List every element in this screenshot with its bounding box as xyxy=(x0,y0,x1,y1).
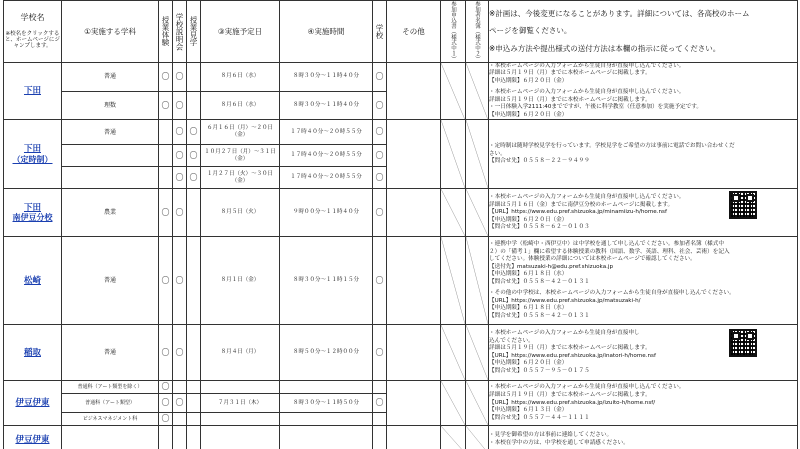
explain-cell: 〇 xyxy=(173,167,187,189)
observe-cell xyxy=(187,91,201,119)
diagonal-line xyxy=(441,189,465,236)
form1-cell xyxy=(441,426,466,449)
info-line: ・本校在学中の方は、中学校を通して申請感ください。 xyxy=(489,439,629,446)
school-link[interactable]: 伊豆伊東 xyxy=(15,434,50,445)
header-observe: 授業見学 xyxy=(187,1,201,63)
form1-cell xyxy=(441,189,466,237)
info-line: 詳細は５月１９日（月）までに本校ホームページに掲載します。 xyxy=(489,392,651,398)
header-remarks: ※計画は、今後変更になることがあります。詳細については、各高校のホーム ページを御覧ください。 ※申込み方法や提出様式の送付方法は本欄の指示に従ってください。 xyxy=(489,1,798,63)
other-cell xyxy=(387,381,441,426)
trial-cell: 〇 xyxy=(159,394,173,413)
header-time: ④実施時間 xyxy=(280,1,373,63)
date-cell: １０月２７日（月）～３１日（金） xyxy=(201,145,280,167)
other-cell xyxy=(387,426,441,449)
diagonal-line xyxy=(466,325,488,380)
diagonal-line xyxy=(441,237,465,324)
date-cell: ８月１日（金） xyxy=(201,237,280,325)
observe-cell xyxy=(187,413,201,426)
info-line: 詳細は５月１６日（金）までに南伊豆分校のホームページに掲載します。 xyxy=(489,201,674,208)
school-link[interactable]: 下田 南伊豆分校 xyxy=(12,202,53,223)
school-col-cell xyxy=(373,426,387,449)
other-cell xyxy=(387,62,441,120)
school-col-cell: 〇 xyxy=(373,167,387,189)
info-line: ・一日体験入学2111:40までですが、午後に科学教室（任意参加）を実施予定です。 xyxy=(489,104,702,111)
info-line: 込んでください。 xyxy=(489,337,534,344)
date-cell: ８月６日（水） xyxy=(201,62,280,91)
school-name-cell[interactable] xyxy=(4,325,62,381)
info-line: 【申込期限】６月１８日（水） xyxy=(489,305,568,312)
header-row xyxy=(4,1,798,63)
info-line: ・定時制は随時学校見学を行っています。学校見学をご希望の方は事前に電話でお問い合わせくだ xyxy=(489,143,735,149)
time-cell: １７時４０分～２０時５５分 xyxy=(280,145,373,167)
info-cell xyxy=(489,237,798,325)
diagonal-line xyxy=(441,381,465,425)
time-cell: ９時００分～１１時４０分 xyxy=(280,189,373,237)
time-cell: ８時３０分～１１時４０分 xyxy=(280,62,373,91)
subject-cell xyxy=(62,426,159,449)
subject-cell: 農業 xyxy=(62,189,159,237)
diagonal-line xyxy=(466,237,488,324)
table-row xyxy=(4,62,798,91)
explain-cell: 〇 xyxy=(173,62,187,91)
header-other: その他 xyxy=(387,1,441,63)
date-cell: ７月３１日（木） xyxy=(201,394,280,413)
table-row xyxy=(4,237,798,325)
info-line: 【問合せ先】０５５７－９５－０１７５ xyxy=(489,367,590,374)
other-cell xyxy=(387,237,441,325)
explain-cell: 〇 xyxy=(173,325,187,381)
form2-cell xyxy=(466,237,489,325)
info-line: 【URL】https://www.edu.pref.shizuoka.jp/izuito-h/home.nsf/ xyxy=(489,399,656,406)
info-line: ・本校ホームページの入力フォームから生徒自身が直接申し込んでください。 xyxy=(489,62,685,69)
time-cell: １７時４０分～２０時５５分 xyxy=(280,120,373,145)
school-link[interactable]: 松崎 xyxy=(23,275,41,286)
info-line: 【URL】https://www.edu.pref.shizuoka.jp/inatori-h/home.nsf xyxy=(489,352,656,359)
explain-cell: 〇 xyxy=(173,91,187,119)
header-date: ③実施予定日 xyxy=(201,1,280,63)
form1-cell xyxy=(441,120,466,189)
info-line: 【問合せ先】０５５８－２２－９４９９ xyxy=(489,158,590,165)
header-school-col: 学校 xyxy=(373,1,387,63)
table-row xyxy=(4,189,798,237)
info-line: 詳細は５月１９日（月）までに本校ホームページに掲載します。 xyxy=(489,96,651,103)
observe-cell xyxy=(187,381,201,394)
subject-cell: 理数 xyxy=(62,91,159,119)
qr-code-icon xyxy=(729,191,757,219)
diagonal-line xyxy=(466,381,488,425)
observe-cell xyxy=(187,237,201,325)
info-line: 【問合せ先】０５５７－４４－１１１１ xyxy=(489,414,590,421)
header-form2: 参加者名簿（様式中２） xyxy=(466,1,489,63)
info-line: 【URL】https://www.edu.pref.shizuoka.jp/matsuzaki-h/ xyxy=(489,297,641,304)
explain-cell xyxy=(173,413,187,426)
explain-cell: 〇 xyxy=(173,120,187,145)
school-col-cell: 〇 xyxy=(373,189,387,237)
school-col-cell: 〇 xyxy=(373,120,387,145)
time-cell: ８時３０分～１１時１５分 xyxy=(280,237,373,325)
info-line: ・本校ホームページの入力フォームから生徒自身が直接申し込んでください。 xyxy=(489,384,685,391)
explain-cell: 〇 xyxy=(173,145,187,167)
school-visit-table xyxy=(3,0,798,449)
diagonal-line xyxy=(466,426,488,449)
trial-cell: 〇 xyxy=(159,413,173,426)
header-trial: 授業体験 xyxy=(159,1,173,63)
explain-cell xyxy=(173,426,187,449)
observe-cell xyxy=(187,189,201,237)
info-cell xyxy=(489,120,798,189)
observe-cell xyxy=(187,62,201,91)
info-line: 詳細は５月１９日（月）までに本校ホームページに掲載します。 xyxy=(489,345,651,352)
trial-cell: 〇 xyxy=(159,91,173,119)
diagonal-line xyxy=(441,325,465,380)
subject-cell: 普通 xyxy=(62,62,159,91)
table-row xyxy=(4,426,798,449)
school-col-cell: 〇 xyxy=(373,325,387,381)
school-link[interactable]: 伊豆伊東 xyxy=(15,398,50,409)
subject-cell: 普通科（アート類型を除く） xyxy=(62,381,159,394)
info-line: 【送付先】matsuzaki-h@edu.pref.shizuoka.jp xyxy=(489,263,614,270)
subject-cell: ビジネスマネジメント科 xyxy=(62,413,159,426)
observe-cell xyxy=(187,394,201,413)
form2-cell xyxy=(466,325,489,381)
diagonal-line xyxy=(441,63,465,120)
trial-cell: 〇 xyxy=(159,237,173,325)
school-col-cell: 〇 xyxy=(373,91,387,119)
observe-cell: 〇 xyxy=(187,167,201,189)
subject-cell: 普通 xyxy=(62,120,159,145)
trial-cell xyxy=(159,426,173,449)
form1-cell xyxy=(441,62,466,120)
trial-cell xyxy=(159,145,173,167)
trial-cell xyxy=(159,167,173,189)
info-line: 【申込期限】６月２０日（金） xyxy=(489,111,568,118)
date-cell xyxy=(201,381,280,394)
explain-cell: 〇 xyxy=(173,189,187,237)
subject-cell: 普通 xyxy=(62,237,159,325)
subject-cell xyxy=(62,145,159,167)
school-col-cell xyxy=(373,413,387,426)
info-cell xyxy=(489,62,798,120)
info-cell xyxy=(489,426,798,449)
header-form1: 参加申込書（様式中１） xyxy=(441,1,466,63)
info-line: 【申込期限】６月１８日（水） xyxy=(489,271,568,278)
observe-cell xyxy=(187,426,201,449)
time-cell xyxy=(280,381,373,394)
info-line: 【申込期限】６月１３日（金） xyxy=(489,407,568,414)
school-name-cell[interactable] xyxy=(4,237,62,325)
date-cell: １月２７日（火）～３０日（金） xyxy=(201,167,280,189)
time-cell: ８時３０分～１１時５０分 xyxy=(280,394,373,413)
qr-code-icon xyxy=(729,329,757,357)
info-cell xyxy=(489,189,798,237)
date-cell: ６月１６日（月）～２０日（金） xyxy=(201,120,280,145)
trial-cell: 〇 xyxy=(159,62,173,91)
info-line: 【申込期限】６月２０日（金） xyxy=(489,360,568,367)
trial-cell: 〇 xyxy=(159,189,173,237)
info-line: ・その他の中学校は、本校ホームページの入力フォームから生徒自身が直接申し込んでください。 xyxy=(489,290,735,297)
other-cell xyxy=(387,189,441,237)
info-line: ２）の「備考１」欄に希望する体験授業の教科（国語、数学、英語、理科、社会、芸術）を記入 xyxy=(489,248,730,255)
date-cell: ８月６日（水） xyxy=(201,91,280,119)
header-explain: 学校説明会 xyxy=(173,1,187,63)
school-name-cell[interactable] xyxy=(4,120,62,189)
school-name-cell[interactable] xyxy=(4,426,62,449)
diagonal-line xyxy=(466,189,488,236)
trial-cell xyxy=(159,120,173,145)
info-line: ・本校ホームページの入力フォームから生徒自身が直接申し込んでください。 xyxy=(489,193,685,200)
diagonal-line xyxy=(466,120,488,188)
form2-cell xyxy=(466,120,489,189)
other-cell xyxy=(387,325,441,381)
explain-cell xyxy=(173,381,187,394)
school-col-cell: 〇 xyxy=(373,394,387,413)
time-cell: ８時３０分～１１時４０分 xyxy=(280,91,373,119)
time-cell: ８時５０分～１２時００分 xyxy=(280,325,373,381)
info-line: してください。体験授業の詳細については本校ホームページで確認してください。 xyxy=(489,256,696,263)
header-school-name: 学校名 ※校名をクリックすると、ホームページにジャンプします。 xyxy=(4,1,62,63)
table-row xyxy=(4,381,798,394)
info-line: 【問合せ先】０５５８－４２－０１３１ xyxy=(489,313,590,320)
observe-cell: 〇 xyxy=(187,120,201,145)
info-line: ・連携中学（松崎中・西伊豆中）は中学校を通して申し込んでください。参加者名簿（様式中 xyxy=(489,241,724,248)
school-col-cell: 〇 xyxy=(373,237,387,325)
explain-cell: 〇 xyxy=(173,237,187,325)
observe-cell: 〇 xyxy=(187,145,201,167)
info-line: ・本校ホームページの入力フォームから生徒自身が直接申し込んでください。 xyxy=(489,89,685,96)
form1-cell xyxy=(441,237,466,325)
school-link[interactable]: 稲取 xyxy=(23,347,41,358)
time-cell xyxy=(280,426,373,449)
time-cell: １７時４０分～２０時５５分 xyxy=(280,167,373,189)
explain-cell: 〇 xyxy=(173,394,187,413)
time-cell xyxy=(280,413,373,426)
school-name-cell[interactable] xyxy=(4,189,62,237)
trial-cell: 〇 xyxy=(159,381,173,394)
header-subject: ①実施する学科 xyxy=(62,1,159,63)
other-cell xyxy=(387,120,441,189)
form1-cell xyxy=(441,381,466,426)
school-name-cell[interactable] xyxy=(4,381,62,426)
table-row xyxy=(4,325,798,381)
info-line: ・本校ホームページの入力フォームから生徒自身が直接申し xyxy=(489,330,640,337)
date-cell: ８月４日（月） xyxy=(201,325,280,381)
school-col-cell: 〇 xyxy=(373,145,387,167)
school-col-cell xyxy=(373,381,387,394)
school-name-cell[interactable] xyxy=(4,62,62,120)
trial-cell: 〇 xyxy=(159,325,173,381)
form1-cell xyxy=(441,325,466,381)
table-row xyxy=(4,120,798,145)
school-col-cell: 〇 xyxy=(373,62,387,91)
observe-cell xyxy=(187,325,201,381)
info-line: 【問合せ先】０５５８－６２－０１０３ xyxy=(489,224,590,231)
date-cell xyxy=(201,413,280,426)
subject-cell: 普通 xyxy=(62,325,159,381)
date-cell: ８月５日（火） xyxy=(201,189,280,237)
form2-cell xyxy=(466,381,489,426)
info-line: 【問合せ先】０５５８－４２－０１３１ xyxy=(489,278,590,285)
subject-cell: 普通科（アート類型） xyxy=(62,394,159,413)
form2-cell xyxy=(466,189,489,237)
diagonal-line xyxy=(466,63,488,120)
subject-cell xyxy=(62,167,159,189)
info-line: 【URL】https://www.edu.pref.shizuoka.jp/minamiizu-h/home.nsf xyxy=(489,209,667,216)
info-line: さい。 xyxy=(489,150,506,157)
info-line: ・見学を御希望の方は事前に連絡してください。 xyxy=(489,432,613,439)
school-link[interactable]: 下田 xyxy=(23,85,41,96)
date-cell xyxy=(201,426,280,449)
info-line: 【申込期限】６月２０日（金） xyxy=(489,77,568,84)
form2-cell xyxy=(466,62,489,120)
info-cell xyxy=(489,325,798,381)
diagonal-line xyxy=(441,426,465,449)
info-cell xyxy=(489,381,798,426)
info-line: 詳細は５月１９日（月）までに本校ホームページに掲載します。 xyxy=(489,70,651,77)
school-link[interactable]: 下田 （定時制） xyxy=(12,144,53,164)
form2-cell xyxy=(466,426,489,449)
diagonal-line xyxy=(441,120,465,188)
info-line: 【申込期限】６月２０日（金） xyxy=(489,216,568,223)
header-school-note: ※校名をクリックすると、ホームページにジャンプします。 xyxy=(5,30,60,50)
